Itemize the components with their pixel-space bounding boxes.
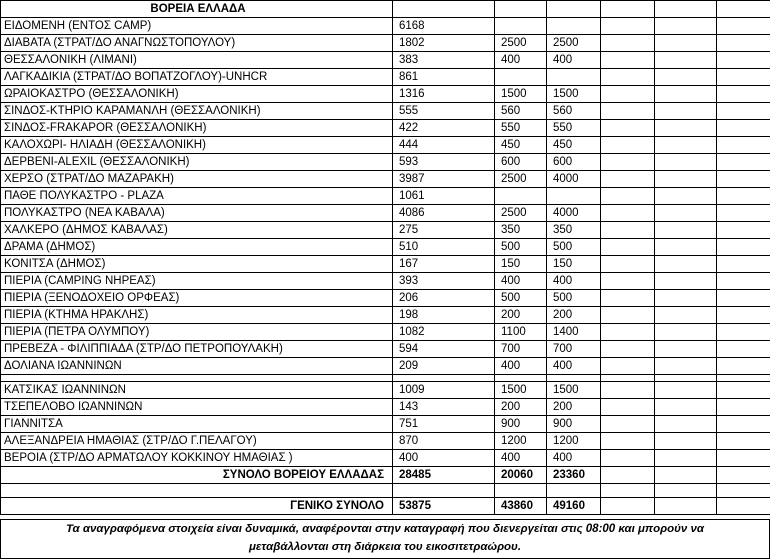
location-name: ΔΡΑΜΑ (ΔΗΜΟΣ) bbox=[1, 239, 393, 256]
location-name: ΚΑΛΟΧΩΡΙ- ΗΛΙΑΔΗ (ΘΕΣΣΑΛΟΝΙΚΗ) bbox=[1, 137, 393, 154]
location-name: ΠΙΕΡΙΑ (ΚΤΗΜΑ ΗΡΑΚΛΗΣ) bbox=[1, 307, 393, 324]
location-name: ΣΙΝΔΟΣ-FRAKAPOR (ΘΕΣΣΑΛΟΝΙΚΗ) bbox=[1, 120, 393, 137]
table-row bbox=[1, 86, 770, 103]
location-name: ΠΙΕΡΙΑ (ΞΕΝΟΔΟΧΕΙΟ ΟΡΦΕΑΣ) bbox=[1, 290, 393, 307]
location-name: ΠΙΕΡΙΑ (ΠΕΤΡΑ ΟΛΥΜΠΟΥ) bbox=[1, 324, 393, 341]
count-current: 198 bbox=[393, 307, 495, 324]
region-title: ΒΟΡΕΙΑ ΕΛΛΑΔΑ bbox=[1, 1, 393, 18]
max-capacity-value: 1200 bbox=[547, 433, 601, 450]
count-current: 393 bbox=[393, 273, 495, 290]
count-current: 444 bbox=[393, 137, 495, 154]
location-name: ΘΕΣΣΑΛΟΝΙΚΗ (ΛΙΜΑΝΙ) bbox=[1, 52, 393, 69]
count-current: 275 bbox=[393, 222, 495, 239]
count-current: 143 bbox=[393, 399, 495, 416]
count-current: 167 bbox=[393, 256, 495, 273]
location-name: ΤΣΕΠΕΛΟΒΟ ΙΩΑΝΝΙΝΩΝ bbox=[1, 399, 393, 416]
max-capacity-value bbox=[547, 69, 601, 86]
capacity-value: 500 bbox=[495, 239, 547, 256]
max-capacity-value: 200 bbox=[547, 399, 601, 416]
max-capacity-value: 900 bbox=[547, 416, 601, 433]
location-name: ΣΙΝΔΟΣ-ΚΤΗΡΙΟ ΚΑΡΑΜΑΝΛΗ (ΘΕΣΣΑΛΟΝΙΚΗ) bbox=[1, 103, 393, 120]
count-current: 209 bbox=[393, 358, 495, 375]
table-row bbox=[1, 382, 770, 399]
max-capacity-value: 1400 bbox=[547, 324, 601, 341]
table-row bbox=[1, 324, 770, 341]
count-current: 555 bbox=[393, 103, 495, 120]
capacity-value: 400 bbox=[495, 450, 547, 467]
table-row bbox=[1, 35, 770, 52]
max-capacity-value: 560 bbox=[547, 103, 601, 120]
capacity-value: 2500 bbox=[495, 205, 547, 222]
table-row bbox=[1, 18, 770, 35]
table-row bbox=[1, 120, 770, 137]
capacity-value: 600 bbox=[495, 154, 547, 171]
table-row bbox=[1, 450, 770, 467]
location-name: ΧΕΡΣΟ (ΣΤΡΑΤ/ΔΟ ΜΑΖΑΡΑΚΗ) bbox=[1, 171, 393, 188]
table-row bbox=[1, 273, 770, 290]
location-name: ΔΕΡΒΕΝΙ-ALEXIL (ΘΕΣΣΑΛΟΝΙΚΗ) bbox=[1, 154, 393, 171]
table-row bbox=[1, 188, 770, 205]
grand-total-row-capacity: 43860 bbox=[495, 498, 547, 515]
capacity-value bbox=[495, 69, 547, 86]
table-row bbox=[1, 290, 770, 307]
grand-total-row-current: 53875 bbox=[393, 498, 495, 515]
table-row bbox=[1, 154, 770, 171]
table-row bbox=[1, 52, 770, 69]
max-capacity-value: 4000 bbox=[547, 171, 601, 188]
max-capacity-value: 400 bbox=[547, 450, 601, 467]
location-name: ΔΙΑΒΑΤΑ (ΣΤΡΑΤ/ΔΟ ΑΝΑΓΝΩΣΤΟΠΟΥΛΟΥ) bbox=[1, 35, 393, 52]
location-name: ΠΑΘΕ ΠΟΛΥΚΑΣΤΡΟ - PLAZA bbox=[1, 188, 393, 205]
table-row bbox=[1, 256, 770, 273]
footer-line-2: μεταβάλλονται στη διάρκεια του εικοσιτετραώρου. bbox=[1, 538, 769, 556]
spacer-row bbox=[1, 484, 770, 498]
location-name: ΑΛΕΞΑΝΔΡΕΙΑ ΗΜΑΘΙΑΣ (ΣΤΡ/ΔΟ Γ.ΠΕΛΑΓΟΥ) bbox=[1, 433, 393, 450]
header-row bbox=[1, 1, 770, 18]
max-capacity-value bbox=[547, 18, 601, 35]
capacity-value: 1500 bbox=[495, 382, 547, 399]
max-capacity-value: 400 bbox=[547, 273, 601, 290]
table-row bbox=[1, 341, 770, 358]
max-capacity-value: 350 bbox=[547, 222, 601, 239]
location-name: ΛΑΓΚΑΔΙΚΙΑ (ΣΤΡΑΤ/ΔΟ ΒΟΠΑΤΖΟΓΛΟΥ)-UNHCR bbox=[1, 69, 393, 86]
capacity-value: 560 bbox=[495, 103, 547, 120]
count-current: 6168 bbox=[393, 18, 495, 35]
capacity-value: 400 bbox=[495, 52, 547, 69]
capacity-value bbox=[495, 188, 547, 205]
count-current: 1316 bbox=[393, 86, 495, 103]
capacity-value: 200 bbox=[495, 399, 547, 416]
max-capacity-value: 500 bbox=[547, 290, 601, 307]
max-capacity-value: 1500 bbox=[547, 86, 601, 103]
capacity-value: 2500 bbox=[495, 171, 547, 188]
max-capacity-value: 400 bbox=[547, 358, 601, 375]
capacity-value: 900 bbox=[495, 416, 547, 433]
max-capacity-value: 200 bbox=[547, 307, 601, 324]
max-capacity-value: 700 bbox=[547, 341, 601, 358]
table-row bbox=[1, 399, 770, 416]
count-current: 870 bbox=[393, 433, 495, 450]
location-name: ΠΡΕΒΕΖΑ - ΦΙΛΙΠΠΙΑΔΑ (ΣΤΡ/ΔΟ ΠΕΤΡΟΠΟΥΛΑΚΗ) bbox=[1, 341, 393, 358]
location-name: ΠΟΛΥΚΑΣΤΡΟ (ΝΕΑ ΚΑΒΑΛΑ) bbox=[1, 205, 393, 222]
max-capacity-value: 500 bbox=[547, 239, 601, 256]
capacity-value: 1500 bbox=[495, 86, 547, 103]
count-current: 206 bbox=[393, 290, 495, 307]
table-row bbox=[1, 433, 770, 450]
max-capacity-value: 400 bbox=[547, 52, 601, 69]
capacity-value: 450 bbox=[495, 137, 547, 154]
capacity-value: 550 bbox=[495, 120, 547, 137]
subtotal-row-label: ΣΥΝΟΛΟ ΒΟΡΕΙΟΥ ΕΛΛΑΔΑΣ bbox=[1, 467, 393, 484]
max-capacity-value: 150 bbox=[547, 256, 601, 273]
max-capacity-value: 550 bbox=[547, 120, 601, 137]
table-row bbox=[1, 137, 770, 154]
count-current: 4086 bbox=[393, 205, 495, 222]
table-row bbox=[1, 103, 770, 120]
location-name: ΠΙΕΡΙΑ (CAMPING ΝΗΡΕΑΣ) bbox=[1, 273, 393, 290]
count-current: 593 bbox=[393, 154, 495, 171]
table-row bbox=[1, 69, 770, 86]
capacity-value: 700 bbox=[495, 341, 547, 358]
location-name: ΚΟΝΙΤΣΑ (ΔΗΜΟΣ) bbox=[1, 256, 393, 273]
location-name: ΒΕΡΟΙΑ (ΣΤΡ/ΔΟ ΑΡΜΑΤΩΛΟΥ ΚΟΚΚΙΝΟΥ ΗΜΑΘΙΑΣ ) bbox=[1, 450, 393, 467]
subtotal-row bbox=[1, 467, 770, 484]
spacer-row bbox=[1, 375, 770, 382]
footer-note bbox=[0, 519, 770, 559]
count-current: 510 bbox=[393, 239, 495, 256]
count-current: 422 bbox=[393, 120, 495, 137]
capacity-value: 350 bbox=[495, 222, 547, 239]
grand-total-row-label: ΓΕΝΙΚΟ ΣΥΝΟΛΟ bbox=[1, 498, 393, 515]
capacity-value bbox=[495, 18, 547, 35]
count-current: 1061 bbox=[393, 188, 495, 205]
capacity-value: 200 bbox=[495, 307, 547, 324]
count-current: 400 bbox=[393, 450, 495, 467]
location-name: ΓΙΑΝΝΙΤΣΑ bbox=[1, 416, 393, 433]
count-current: 383 bbox=[393, 52, 495, 69]
max-capacity-value: 450 bbox=[547, 137, 601, 154]
grand-total-row-max: 49160 bbox=[547, 498, 601, 515]
max-capacity-value: 2500 bbox=[547, 35, 601, 52]
count-current: 3987 bbox=[393, 171, 495, 188]
table-row bbox=[1, 358, 770, 375]
table-row bbox=[1, 205, 770, 222]
count-current: 1802 bbox=[393, 35, 495, 52]
table-row bbox=[1, 416, 770, 433]
table-row bbox=[1, 239, 770, 256]
location-name: ΕΙΔΟΜΕΝΗ (ΕΝΤΟΣ CAMP) bbox=[1, 18, 393, 35]
location-name: ΚΑΤΣΙΚΑΣ ΙΩΑΝΝΙΝΩΝ bbox=[1, 382, 393, 399]
max-capacity-value: 4000 bbox=[547, 205, 601, 222]
table-row bbox=[1, 307, 770, 324]
max-capacity-value: 600 bbox=[547, 154, 601, 171]
count-current: 861 bbox=[393, 69, 495, 86]
subtotal-row-capacity: 20060 bbox=[495, 467, 547, 484]
count-current: 1009 bbox=[393, 382, 495, 399]
footer-line-1: Τα αναγραφόμενα στοιχεία είναι δυναμικά, αναφέρονται στην καταγραφή που διενεργείται στις 08:00 και μπορούν να bbox=[1, 520, 769, 538]
subtotal-row-max: 23360 bbox=[547, 467, 601, 484]
capacity-value: 1100 bbox=[495, 324, 547, 341]
grand-total-row bbox=[1, 498, 770, 515]
capacity-value: 150 bbox=[495, 256, 547, 273]
subtotal-row-current: 28485 bbox=[393, 467, 495, 484]
table-row bbox=[1, 222, 770, 239]
location-name: ΔΟΛΙΑΝΑ ΙΩΑΝΝΙΝΩΝ bbox=[1, 358, 393, 375]
max-capacity-value: 1500 bbox=[547, 382, 601, 399]
max-capacity-value bbox=[547, 188, 601, 205]
capacity-value: 400 bbox=[495, 358, 547, 375]
capacity-value: 400 bbox=[495, 273, 547, 290]
table-row bbox=[1, 171, 770, 188]
count-current: 1082 bbox=[393, 324, 495, 341]
count-current: 594 bbox=[393, 341, 495, 358]
capacity-value: 500 bbox=[495, 290, 547, 307]
capacity-value: 1200 bbox=[495, 433, 547, 450]
location-name: ΧΑΛΚΕΡΟ (ΔΗΜΟΣ ΚΑΒΑΛΑΣ) bbox=[1, 222, 393, 239]
location-name: ΩΡΑΙΟΚΑΣΤΡΟ (ΘΕΣΣΑΛΟΝΙΚΗ) bbox=[1, 86, 393, 103]
capacity-value: 2500 bbox=[495, 35, 547, 52]
count-current: 751 bbox=[393, 416, 495, 433]
